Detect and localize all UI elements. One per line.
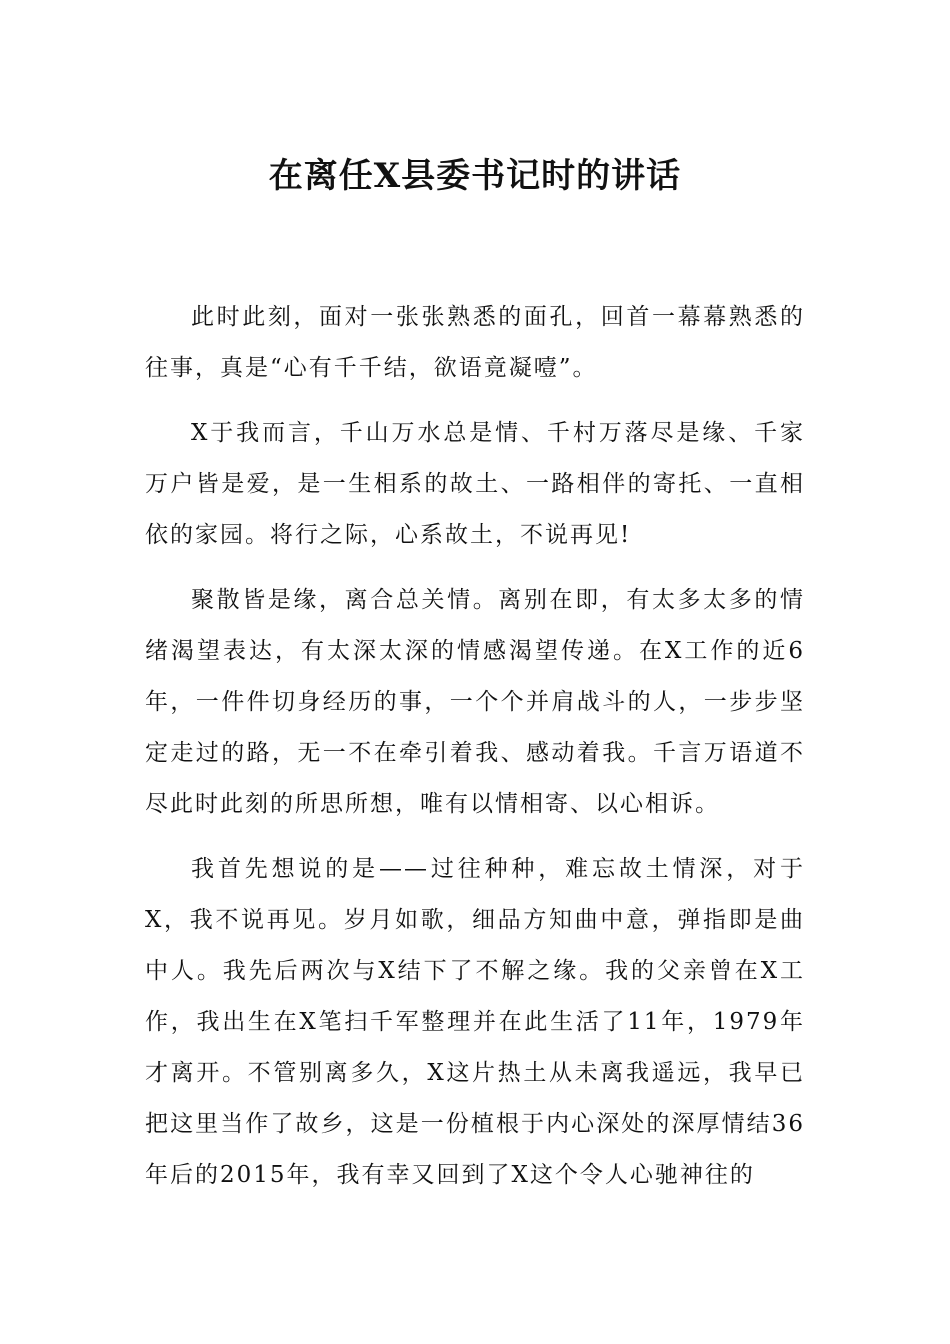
paragraph-4: 我首先想说的是——过往种种，难忘故土情深，对于X，我不说再见。岁月如歌，细品方知曲中意，弹指即是曲中人。我先后两次与X结下了不解之缘。我的父亲曾在X工作，我出生在X笔扫千军整理并在此生活了11年，1979年才离开。不管别离多久，X这片热土从未离我遥远，我早已把这里当作了故乡，这是一份植根于内心深处的深厚情结36年后的2015年，我有幸又回到了X这个令人心驰神往的 bbox=[145, 856, 805, 1188]
paragraph-2: X于我而言，千山万水总是情、千村万落尽是缘、千家万户皆是爱，是一生相系的故土、一路相伴的寄托、一直相依的家园。将行之际，心系故土，不说再见! bbox=[145, 420, 805, 548]
document-title: 在离任X县委书记时的讲话 bbox=[268, 156, 682, 196]
paragraph-1: 此时此刻，面对一张张熟悉的面孔，回首一幕幕熟悉的往事，真是“心有千千结，欲语竟凝噎”。 bbox=[145, 304, 805, 381]
document-body bbox=[145, 292, 805, 1215]
paragraph-3: 聚散皆是缘，离合总关情。离别在即，有太多太多的情绪渴望表达，有太深太深的情感渴望传递。在X工作的近6年，一件件切身经历的事，一个个并肩战斗的人，一步步坚定走过的路，无一不在牵引着我、感动着我。千言万语道不尽此时此刻的所思所想，唯有以情相寄、以心相诉。 bbox=[145, 587, 805, 817]
